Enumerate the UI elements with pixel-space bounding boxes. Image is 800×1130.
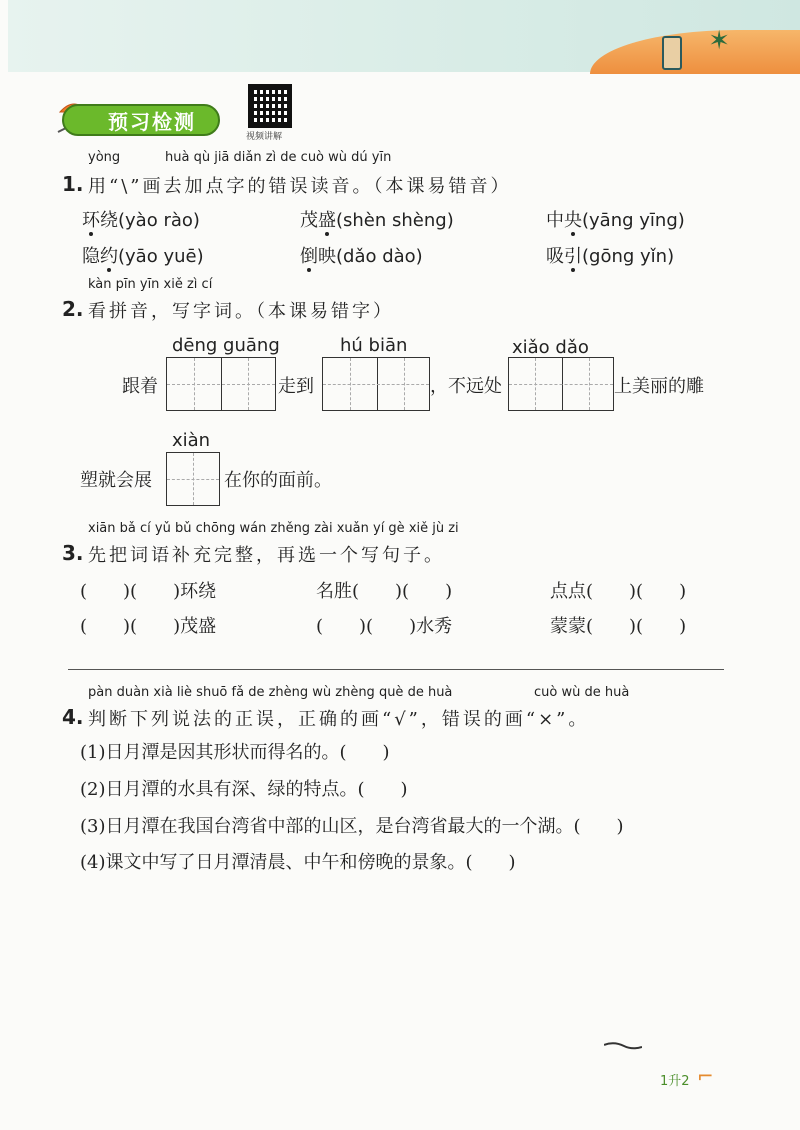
q4-statement[interactable]: (1)日月潭是因其形状而得名的。( ): [80, 742, 390, 763]
writing-box[interactable]: [166, 357, 276, 411]
q2-word-pinyin: xiǎo dǎo: [512, 337, 589, 358]
answer-line[interactable]: [68, 669, 724, 670]
q2-word-pinyin: xiàn: [172, 430, 211, 451]
fish-doodle-icon: [604, 1041, 642, 1051]
q3-number: 3.: [62, 541, 84, 565]
q1-item: 环绕(yào rào): [82, 210, 200, 231]
q1-item: 茂盛(shèn shèng): [300, 210, 454, 231]
q1-pinyin-2: huà qù jiā diǎn zì de cuò wù dú yīn: [165, 150, 392, 165]
q2-fragment: ，不远处: [430, 376, 502, 397]
q3-blank[interactable]: ( )( )环绕: [80, 581, 217, 602]
q1-item: 倒映(dǎo dào): [300, 246, 423, 267]
page-tab-icon: ⌐: [697, 1064, 714, 1088]
q4-statement[interactable]: (2)日月潭的水具有深、绿的特点。( ): [80, 779, 408, 800]
q1-number: 1.: [62, 172, 84, 196]
q2-text: 看拼音，写字词。（本课易错字）: [88, 301, 394, 322]
q3-blank[interactable]: ( )( )水秀: [316, 616, 453, 637]
q4-statement[interactable]: (3)日月潭在我国台湾省中部的山区，是台湾省最大的一个湖。( ): [80, 816, 624, 837]
palm-icon: ✶: [708, 26, 730, 56]
q4-pinyin-2: cuò wù de huà: [534, 685, 630, 700]
q2-pinyin: kàn pīn yīn xiě zì cí: [88, 277, 213, 292]
q2-fragment: 在你的面前。: [224, 470, 332, 491]
section-badge: 预习检测: [62, 104, 220, 136]
writing-box[interactable]: [508, 357, 614, 411]
writing-box[interactable]: [322, 357, 430, 411]
q2-word-pinyin: hú biān: [340, 335, 408, 356]
writing-box[interactable]: [166, 452, 220, 506]
q4-pinyin-1: pàn duàn xià liè shuō fǎ de zhèng wù zhèng què de huà: [88, 685, 453, 700]
q2-word-pinyin: dēng guāng: [172, 335, 280, 356]
qr-code-icon[interactable]: [248, 84, 292, 128]
q2-fragment: 走到: [278, 376, 314, 397]
q1-item: 隐约(yāo yuē): [82, 246, 204, 267]
q3-blank[interactable]: 名胜( )( ): [316, 581, 453, 602]
qr-caption: 视频讲解: [246, 132, 283, 142]
q4-statement[interactable]: (4)课文中写了日月潭清晨、中午和傍晚的景象。( ): [80, 852, 516, 873]
q2-fragment: 上美丽的雕: [614, 376, 704, 397]
q1-item: 吸引(gōng yǐn): [546, 246, 675, 267]
suitcase-icon: [662, 36, 682, 70]
q3-blank[interactable]: 蒙蒙( )( ): [550, 616, 687, 637]
q4-number: 4.: [62, 705, 84, 729]
q3-text: 先把词语补充完整，再选一个写句子。: [88, 545, 445, 566]
q4-text: 判断下列说法的正误，正确的画“√”，错误的画“×”。: [88, 709, 590, 730]
q3-blank[interactable]: ( )( )茂盛: [80, 616, 217, 637]
q2-fragment: 塑就会展: [80, 470, 152, 491]
q1-text: 用“\”画去加点字的错误读音。（本课易错音）: [88, 176, 512, 197]
q3-pinyin: xiān bǎ cí yǔ bǔ chōng wán zhěng zài xuǎn yí gè xiě jù zi: [88, 521, 459, 536]
q3-blank[interactable]: 点点( )( ): [550, 581, 687, 602]
q2-fragment: 跟着: [122, 376, 158, 397]
q2-number: 2.: [62, 297, 84, 321]
q1-item: 中央(yāng yīng): [546, 210, 685, 231]
q1-pinyin-1: yòng: [88, 150, 121, 165]
page-label: 1升2: [660, 1074, 690, 1089]
